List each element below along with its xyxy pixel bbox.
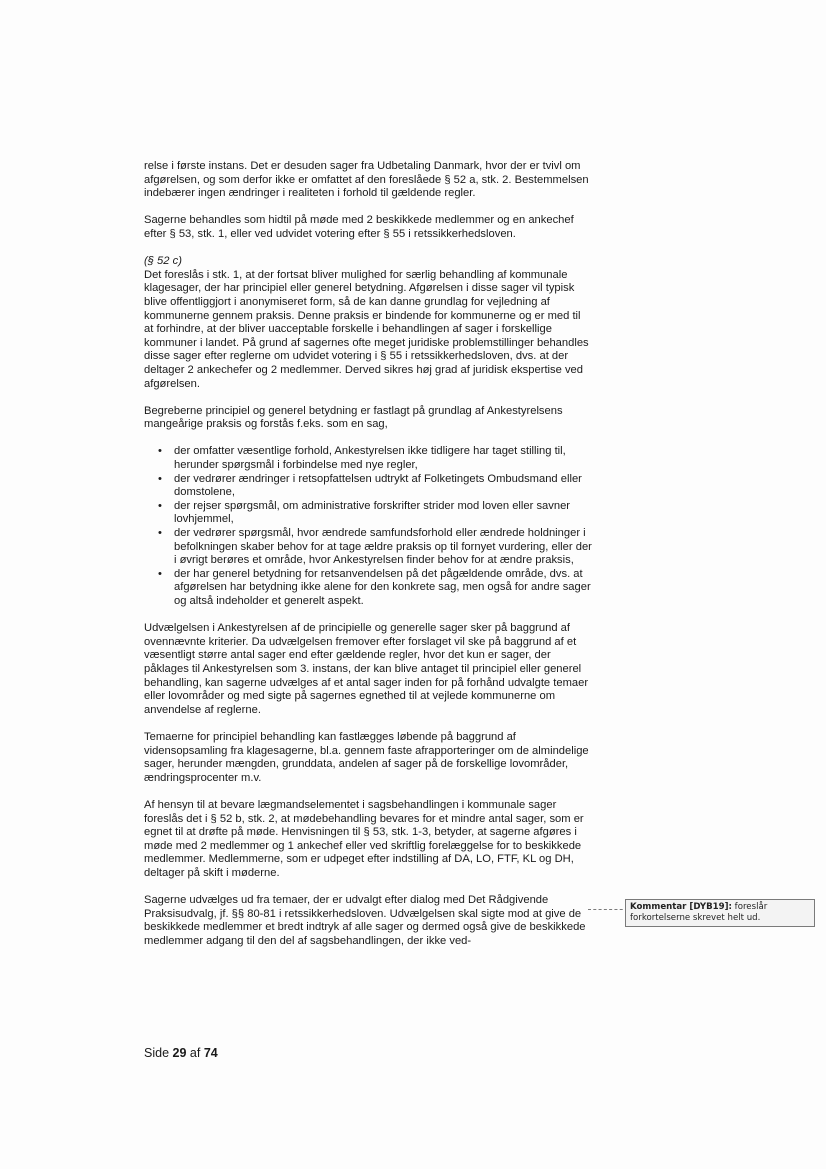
comment-connector-line: [588, 909, 628, 910]
list-item: • der rejser spørgsmål, om administrative forskrifter strider mod loven eller savner lovhjemmel,: [174, 500, 592, 527]
list-item: • der vedrører ændringer i retsopfattelsen udtrykt af Folketingets Ombudsmand eller domstolene,: [174, 473, 592, 500]
section-52c-text: Det foreslås i stk. 1, at der fortsat bliver mulighed for særlig behandling af kommunale klagesager, der har principiel eller generel betydning. Afgørelsen i disse sager vil typisk blive offentliggjort i anonymiseret form, så de kan danne grundlag for vejledning af kommunerne gennem praksis. Denne praksis er bindende for kommunerne og er med til at forhindre, at der bliver uacceptable forskelle i behandlingen af sager i forskellige kommuner i landet. På grund af sagernes ofte meget juridiske problemstillinger behandles disse sager efter reglerne om udvidet votering i § 55 i retssikkerhedsloven, dvs. at der deltager 2 ankechefer og 2 medlemmer. Derved sikres høj grad af juridisk ekspertise ved afgørelsen.: [144, 268, 589, 390]
comment-label: Kommentar [DYB19]:: [630, 902, 732, 912]
paragraph-concepts: Begreberne principiel og generel betydning er fastlagt på grundlag af Ankestyrelsens mangeårige praksis og forstås f.eks. som en sag,: [144, 404, 563, 431]
list-item: • der har generel betydning for retsanvendelsen på det pågældende område, dvs. at afgørelsen har betydning ikke alene for den konkrete sag, men også for andre sager og altså indeholder et generelt aspekt.: [174, 568, 592, 609]
paragraph-selection: Udvælgelsen i Ankestyrelsen af de principielle og generelle sager sker på baggrund af ovennævnte kriterier. Da udvælgelsen fremover efter forslaget vil ske på baggrund af et væsentligt større antal sager end efter gældende regler, hvor det kun er sager, der påklages til Ankestyrelsen som 3. instans, der kan blive antaget til principiel eller generel behandling, kan sagerne udvælges af et antal sager inden for på forhånd udvalgte temaer eller lovområder og med sigte på sagernes egnethed til at vejlede kommunerne om anvendelse af reglerne.: [144, 622, 589, 716]
section-heading: (§ 52 c): [144, 255, 182, 268]
footer-prefix: Side: [144, 1046, 170, 1060]
list-item: • der omfatter væsentlige forhold, Ankestyrelsen ikke tidligere har taget stilling til, herunder spørgsmål i forbindelse med nye regler,: [174, 445, 592, 472]
page-footer: [144, 1046, 218, 1060]
list-item: • der vedrører spørgsmål, hvor ændrede samfundsforhold eller ændrede holdninger i befolkningen skaber behov for at tage ældre praksis op til fornyet vurdering, eller der i øvrigt berøres et område, hvor Ankestyrelsen finder behov for at ændre praksis,: [174, 527, 592, 568]
review-comment[interactable]: [625, 899, 815, 927]
body-text: [144, 160, 592, 962]
paragraph-section-52c: [144, 255, 592, 391]
paragraph-themes: Temaerne for principiel behandling kan fastlægges løbende på baggrund af vidensopsamling fra klagesagerne, bl.a. gennem faste afrapporteringer om de almindelige sager, herunder mængden, grunddata, andelen af sager på de forskellige lovområder, ændringsprocenter m.v.: [144, 730, 589, 784]
criteria-list: [144, 445, 592, 608]
footer-page-number: 29: [172, 1046, 187, 1060]
paragraph-theme-selection: Sagerne udvælges ud fra temaer, der er udvalgt efter dialog med Det Rådgivende Praksisudvalg, jf. §§ 80-81 i retssikkerhedsloven. Udvælgelsen skal sigte mod at give de beskikkede medlemmer et bredt indtryk af alle sager og dermed også give de beskikkede medlemmer adgang til den del af sagsbehandlingen, der ikke ved-: [144, 894, 586, 947]
comment-text: foreslår forkortelserne skrevet helt ud.: [630, 902, 768, 923]
paragraph-lay-element: Af hensyn til at bevare lægmandselementet i sagsbehandlingen i kommunale sager foreslås det i § 52 b, stk. 2, at mødebehandling bevares for et mindre antal sager, som er egnet til at drøfte på møde. Henvisningen til § 53, stk. 1-3, betyder, at sagerne afgøres i møde med 2 medlemmer og 1 ankechef eller ved skriftlig forelæggelse for to beskikkede medlemmer. Medlemmerne, som er udpeget efter indstilling af DA, LO, FTF, KL og DH, deltager på skift i møderne.: [144, 798, 584, 879]
footer-separator: af: [189, 1046, 201, 1060]
paragraph-meeting: Sagerne behandles som hidtil på møde med 2 beskikkede medlemmer og en ankechef efter § 53, stk. 1, eller ved udvidet votering efter § 55 i retssikkerhedsloven.: [144, 214, 574, 240]
paragraph-intro: relse i første instans. Det er desuden sager fra Udbetaling Danmark, hvor der er tvivl om afgørelsen, og som derfor ikke er omfattet af den foreslåede § 52 a, stk. 2. Bestemmelsen indebærer ingen ændringer i realiteten i forhold til gældende regler.: [144, 160, 589, 200]
footer-page-total: 74: [203, 1046, 218, 1060]
